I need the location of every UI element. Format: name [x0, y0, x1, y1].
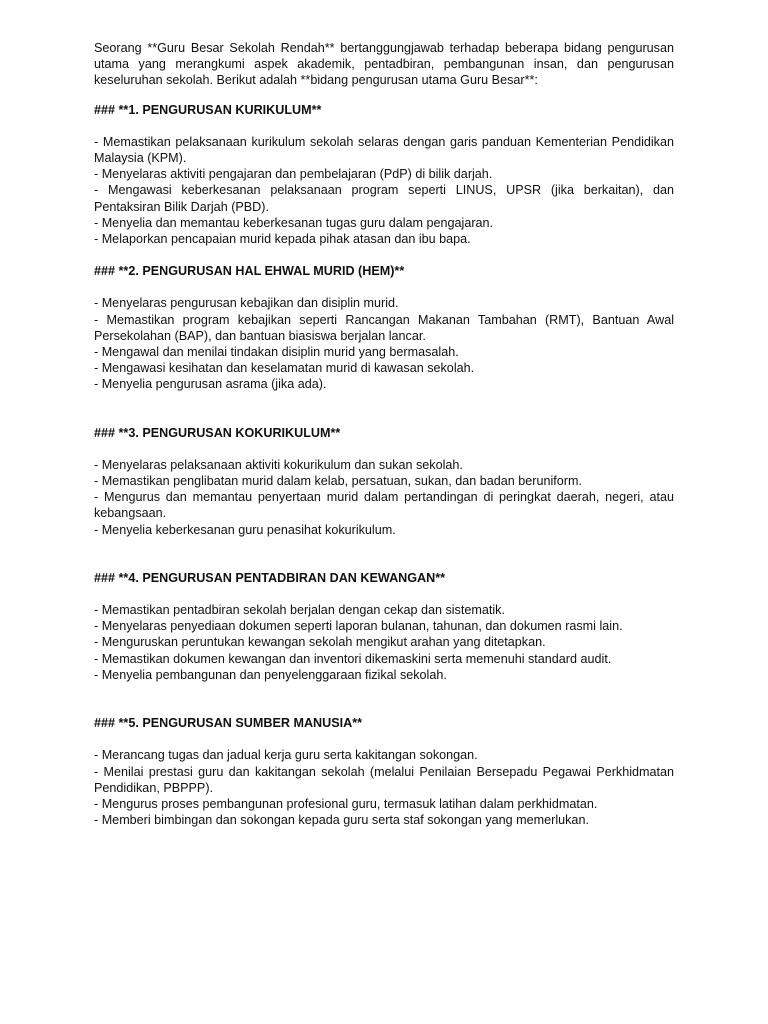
section-heading: ### **3. PENGURUSAN KOKURIKULUM** — [94, 425, 341, 440]
list-item: - Memberi bimbingan dan sokongan kepada guru serta staf sokongan yang memerlukan. — [94, 813, 589, 828]
section-sumber-manusia — [94, 715, 674, 828]
list-item: - Memastikan program kebajikan seperti Rancangan Makanan Tambahan (RMT), Bantuan Awal Persekolahan (BAP), dan bantuan biasiswa berjalan lancar. — [94, 312, 674, 343]
list-item: - Menyelaras penyediaan dokumen seperti laporan bulanan, tahunan, dan dokumen rasmi lain. — [94, 619, 623, 634]
section-heading: ### **5. PENGURUSAN SUMBER MANUSIA** — [94, 716, 363, 731]
item-list — [94, 602, 674, 683]
list-item: - Menyelaras pelaksanaan aktiviti kokurikulum dan sukan sekolah. — [94, 457, 463, 472]
section-kurikulum — [94, 102, 674, 248]
list-item: - Mengawal dan menilai tindakan disiplin murid yang bermasalah. — [94, 345, 459, 360]
item-list — [94, 457, 674, 538]
list-item: - Melaporkan pencapaian murid kepada pihak atasan dan ibu bapa. — [94, 232, 471, 247]
list-item: - Menyelia keberkesanan guru penasihat kokurikulum. — [94, 522, 396, 537]
section-heading: ### **4. PENGURUSAN PENTADBIRAN DAN KEWANGAN** — [94, 570, 446, 585]
section-hem — [94, 263, 674, 392]
list-item: - Mengurus proses pembangunan profesional guru, termasuk latihan dalam perkhidmatan. — [94, 796, 598, 811]
item-list — [94, 134, 674, 247]
item-list — [94, 295, 674, 392]
list-item: - Mengawasi keberkesanan pelaksanaan program seperti LINUS, UPSR (jika berkaitan), dan Pentaksiran Bilik Darjah (PBD). — [94, 183, 674, 214]
list-item: - Menyelia pengurusan asrama (jika ada). — [94, 377, 327, 392]
section-kokurikulum — [94, 425, 674, 538]
item-list — [94, 747, 674, 828]
section-heading: ### **2. PENGURUSAN HAL EHWAL MURID (HEM)** — [94, 264, 405, 279]
list-item: - Mengawasi kesihatan dan keselamatan murid di kawasan sekolah. — [94, 361, 475, 376]
list-item: - Menyelia pembangunan dan penyelenggaraan fizikal sekolah. — [94, 667, 447, 682]
list-item: - Memastikan dokumen kewangan dan inventori dikemaskini serta memenuhi standard audit. — [94, 651, 612, 666]
section-heading: ### **1. PENGURUSAN KURIKULUM** — [94, 102, 322, 117]
list-item: - Menguruskan peruntukan kewangan sekolah mengikut arahan yang ditetapkan. — [94, 635, 546, 650]
intro-paragraph: Seorang **Guru Besar Sekolah Rendah** bertanggungjawab terhadap beberapa bidang pengurusan utama yang merangkumi aspek akademik, pentadbiran, pembangunan insan, dan pengurusan keseluruhan sekolah. Berikut adalah **bidang pengurusan utama Guru Besar**: — [94, 41, 674, 88]
list-item: - Mengurus dan memantau penyertaan murid dalam pertandingan di peringkat daerah, negeri, atau kebangsaan. — [94, 490, 674, 521]
list-item: - Menyelaras aktiviti pengajaran dan pembelajaran (PdP) di bilik darjah. — [94, 167, 493, 182]
list-item: - Memastikan penglibatan murid dalam kelab, persatuan, sukan, dan badan beruniform. — [94, 474, 582, 489]
list-item: - Menyelia dan memantau keberkesanan tugas guru dalam pengajaran. — [94, 215, 494, 230]
list-item: - Menilai prestasi guru dan kakitangan sekolah (melalui Penilaian Bersepadu Pegawai Perkhidmatan Pendidikan, PBPPP). — [94, 764, 674, 795]
list-item: - Memastikan pelaksanaan kurikulum sekolah selaras dengan garis panduan Kementerian Pendidikan Malaysia (KPM). — [94, 134, 674, 166]
list-item: - Memastikan pentadbiran sekolah berjalan dengan cekap dan sistematik. — [94, 603, 505, 618]
section-pentadbiran-kewangan — [94, 570, 674, 683]
list-item: - Merancang tugas dan jadual kerja guru serta kakitangan sokongan. — [94, 748, 478, 763]
list-item: - Menyelaras pengurusan kebajikan dan disiplin murid. — [94, 296, 399, 311]
